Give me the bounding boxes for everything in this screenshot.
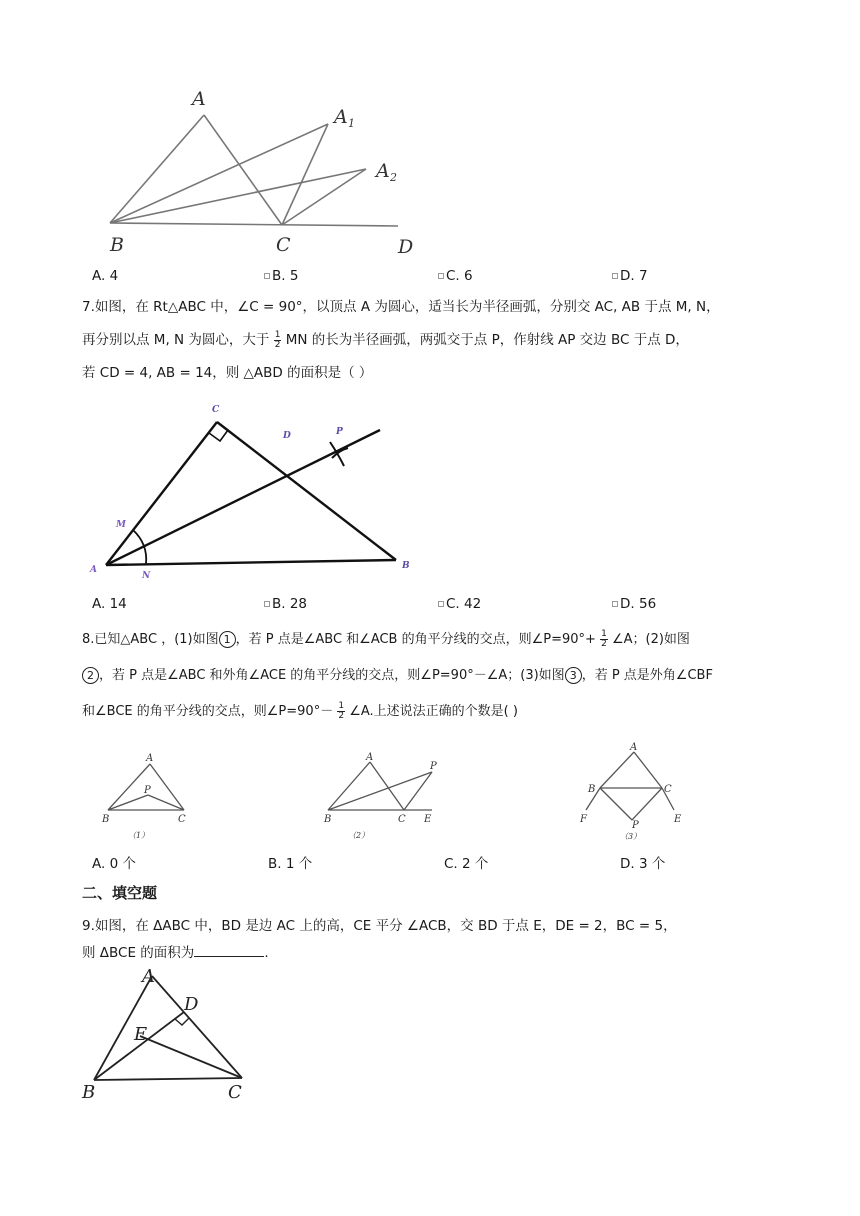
label-C: C [228,1082,242,1102]
label-P: P [430,761,437,772]
circled-1: 1 [219,631,236,648]
label-E: E [674,814,682,825]
q8-option-c: C. 2 个 [444,856,489,872]
label-A: A [146,753,154,764]
label-P: P [632,820,639,831]
q7-option-a: A. 14 [92,596,127,612]
q7-line2: 再分别以点 M, N 为圆心，大于 $\frac{1}{2}$ MN 的长为半径画弧，两弧交于点 P，作射线 AP 交边 BC 于点 D， [82,329,689,350]
label-A1: A [334,106,348,128]
label-C: C [212,405,220,415]
figure-q9 [80,962,260,1102]
q8-fraction-2: $\frac{1}{2}$ [338,701,345,721]
figure-q7 [82,396,422,586]
q6-option-a: A. 4 [92,268,119,284]
q6-option-b: B. 5 [264,268,298,284]
caption-1: （1） [128,831,150,840]
label-B: B [324,814,332,825]
label-B: B [82,1082,96,1102]
figure-q8-2 [318,748,448,843]
q7-line1: 7.如图，在 Rt△ABC 中，∠C = 90°，以顶点 A 为圆心，适当长为半径画弧，分别交 AC, AB 于点 M, N， [82,299,720,315]
label-C: C [276,234,291,256]
label-A: A [192,88,206,110]
q9-line1: 9.如图，在 ΔABC 中，BD 是边 AC 上的高，CE 平分 ∠ACB，交 BD 于点 E，DE = 2，BC = 5， [82,918,677,934]
label-A: A [366,752,374,763]
label-B: B [110,234,124,256]
label-F: F [580,814,587,825]
answer-blank [194,942,264,957]
q8-fraction-1: $\frac{1}{2}$ [601,629,607,649]
label-P: P [336,427,343,437]
label-B: B [102,814,110,825]
q7-line3: 若 CD = 4, AB = 14，则 △ABD 的面积是（ ） [82,365,373,381]
label-P: P [144,785,151,796]
q7-option-d: D. 56 [612,596,656,612]
label-N: N [142,571,151,581]
q8-option-b: B. 1 个 [268,856,313,872]
label-M: M [116,520,126,530]
label-B: B [402,561,410,571]
q6-option-d: D. 7 [612,268,648,284]
label-E: E [424,814,432,825]
q8-line2: 2 ，若 P 点是∠ABC 和外角∠ACE 的角平分线的交点，则∠P=90°－∠A；(3)如图 3 ，若 P 点是外角∠CBF [82,666,713,686]
figure-q8-3 [574,742,694,842]
label-A1-sub: 1 [348,117,355,130]
q7-option-c: C. 42 [438,596,481,612]
q6-option-c: C. 6 [438,268,473,284]
label-C: C [664,784,672,795]
circled-3: 3 [565,667,582,684]
q9-line2: 则 ΔBCE 的面积为 . [82,942,269,963]
q8-option-d: D. 3 个 [620,856,666,872]
label-C: C [178,814,186,825]
section-heading-fill-in: 二、填空题 [82,884,158,902]
label-D: D [398,236,414,258]
label-A: A [142,966,155,987]
label-B: B [588,784,596,795]
figure-q8-1 [98,748,198,843]
label-E: E [134,1024,148,1045]
label-A: A [90,565,97,575]
q8-option-a: A. 0 个 [92,856,136,872]
q8-line1: 8.已知△ABC ，(1)如图 1 ，若 P 点是∠ABC 和∠ACB 的角平分线的交点，则∠P=90°+ $\frac{1}{2}$ ∠A；(2)如图 [82,629,690,649]
label-D: D [283,431,291,441]
label-A2-sub: 2 [390,171,397,184]
caption-2: （2） [348,831,370,840]
label-A: A [630,742,638,753]
figure-q6 [90,85,430,260]
label-D: D [184,994,199,1015]
label-C: C [398,814,406,825]
q7-option-b: B. 28 [264,596,307,612]
q8-line3: 和∠BCE 的角平分线的交点，则∠P=90°－ $\frac{1}{2}$ ∠A.上述说法正确的个数是( ) [82,701,518,721]
label-A2: A [376,160,390,182]
q7-fraction: $\frac{1}{2}$ [274,329,281,350]
caption-3: （3） [620,832,642,841]
circled-2: 2 [82,667,99,684]
